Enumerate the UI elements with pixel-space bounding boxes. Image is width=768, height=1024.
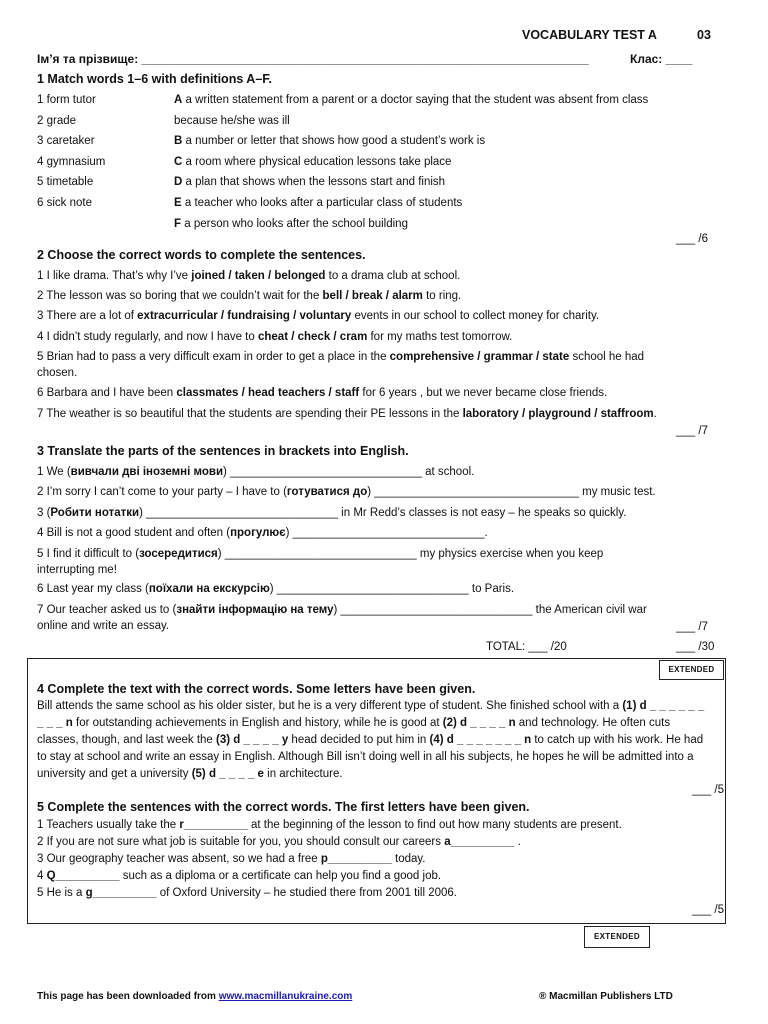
definition-letter: F — [174, 217, 182, 230]
answer-blank[interactable]: g__________ — [85, 887, 157, 899]
sentence-item — [37, 290, 461, 302]
definition-letter: B — [174, 135, 183, 148]
definition-item — [174, 135, 485, 147]
sentence-text: 1 Teachers usually take the — [37, 819, 180, 831]
definition-item — [174, 156, 451, 168]
sentence-text: such as a diploma or a certificate can help you find a good job. — [119, 870, 442, 882]
sentence-text: ) ______________________________ my physics exercise when you keep — [217, 548, 604, 560]
footer-publisher: ® Macmillan Publishers LTD — [539, 991, 673, 1002]
sentence-item — [37, 853, 426, 865]
section2-score: ___ /7 — [676, 425, 708, 437]
section5-score: ___ /5 — [692, 904, 724, 916]
answer-blank[interactable]: p__________ — [320, 853, 392, 865]
sentence-text: ) ______________________________ in Mr Redd’s classes is not easy – he speaks so quickly. — [139, 507, 627, 519]
sentence-item — [37, 387, 607, 399]
definition-item — [174, 94, 648, 106]
definition-letter: D — [174, 176, 183, 189]
sentence-item — [37, 604, 647, 616]
sentence-text: 4 — [37, 870, 47, 882]
sentence-item — [37, 583, 514, 595]
total-score-extended: ___ /30 — [676, 641, 715, 653]
sentence-continuation: online and write an essay. — [37, 620, 170, 632]
sentence-text: ) ______________________________ to Paris. — [269, 583, 515, 595]
sentence-text: 4 Bill is not a good student and often ( — [37, 527, 231, 539]
sentence-item — [37, 507, 626, 519]
sentence-item — [37, 331, 512, 343]
name-field-label: Ім’я та прізвище: ___________________________________________________________________ — [37, 52, 589, 66]
ukrainian-phrase: Робити нотатки — [50, 507, 140, 519]
word-item: 1 form tutor — [37, 94, 96, 106]
definition-letter: C — [174, 155, 183, 168]
definition-text: a room where physical education lessons take place — [182, 155, 452, 168]
sentence-item — [37, 527, 488, 539]
section2-title: 2 Choose the correct words to complete the sentences. — [37, 248, 366, 262]
ukrainian-phrase: поїхали на екскурсію — [148, 583, 270, 595]
sentence-text: 3 ( — [37, 507, 51, 519]
sentence-continuation: chosen. — [37, 367, 78, 379]
definition-letter: E — [174, 197, 182, 209]
sentence-text: 6 Barbara and I have been — [37, 387, 177, 399]
sentence-text: 5 He is a — [37, 887, 86, 899]
definition-text: because he/she was ill — [174, 114, 290, 127]
definition-text: a number or letter that shows how good a student’s work is — [182, 135, 486, 148]
sentence-item — [37, 310, 599, 322]
word-item: 5 timetable — [37, 176, 94, 189]
ukrainian-phrase: прогулює — [230, 527, 286, 539]
word-options[interactable]: bell / break / alarm — [322, 290, 423, 302]
sentence-text: 3 There are a lot of — [37, 310, 138, 322]
footer-download-note — [37, 991, 352, 1002]
extended-tag: EXTENDED — [659, 660, 724, 680]
section3-score: ___ /7 — [676, 621, 708, 633]
section4-score: ___ /5 — [692, 784, 724, 796]
word-item: 3 caretaker — [37, 135, 95, 148]
sentence-item — [37, 466, 474, 478]
sentence-text: 2 I’m sorry I can’t come to your party – I have to ( — [37, 486, 287, 498]
sentence-text: 5 I find it difficult to ( — [37, 548, 140, 560]
sentence-item — [37, 819, 622, 831]
sentence-text: events in our school to collect money for charity. — [351, 310, 600, 322]
class-field-label: Клас: ____ — [630, 52, 693, 66]
definition-item — [174, 115, 290, 127]
sentence-text: . — [653, 408, 657, 420]
definition-item — [174, 197, 462, 209]
sentence-text: . — [514, 836, 521, 848]
definition-text: a plan that shows when the lessons start and finish — [182, 176, 446, 189]
footer-download-text: This page has been downloaded from — [37, 991, 219, 1002]
sentence-text: ) ________________________________ my music test. — [367, 486, 656, 498]
sentence-item — [37, 548, 603, 560]
word-options[interactable]: comprehensive / grammar / state — [389, 351, 570, 363]
sentence-item — [37, 270, 460, 282]
definition-text: a written statement from a parent or a doctor saying that the student was absent from class — [182, 94, 649, 106]
word-options[interactable]: laboratory / playground / staffroom — [462, 408, 654, 420]
sentence-text: 5 Brian had to pass a very difficult exam in order to get a place in the — [37, 351, 390, 363]
definition-item — [174, 176, 445, 188]
definition-text: a teacher who looks after a particular class of students — [181, 197, 463, 209]
word-options[interactable]: cheat / check / cram — [257, 331, 368, 343]
word-item: 6 sick note — [37, 197, 92, 209]
sentence-text: 6 Last year my class ( — [37, 583, 149, 595]
sentence-item — [37, 486, 656, 498]
sentence-text: 7 Our teacher asked us to ( — [37, 604, 177, 616]
sentence-text: 2 The lesson was so boring that we couldn’t wait for the — [37, 290, 323, 302]
sentence-item — [37, 887, 457, 899]
sentence-text: of Oxford University – he studied there from 2001 till 2006. — [156, 887, 457, 899]
sentence-text: for my maths test tomorrow. — [367, 331, 513, 343]
sentence-text: for 6 years , but we never became close friends. — [359, 387, 608, 399]
sentence-text: today. — [391, 853, 426, 865]
definition-letter: A — [174, 94, 183, 106]
sentence-text: 1 We ( — [37, 466, 71, 478]
sentence-text: 7 The weather is so beautiful that the students are spending their PE lessons in the — [37, 408, 463, 420]
definition-item — [174, 218, 408, 230]
sentence-text: to a drama club at school. — [325, 270, 461, 282]
section3-title: 3 Translate the parts of the sentences in brackets into English. — [37, 444, 409, 458]
sentence-text: 3 Our geography teacher was absent, so we had a free — [37, 853, 321, 865]
word-options[interactable]: extracurricular / fundraising / voluntary — [137, 310, 352, 322]
section4-title: 4 Complete the text with the correct words. Some letters have been given. — [37, 682, 476, 696]
ukrainian-phrase: вивчали дві іноземні мови — [70, 466, 224, 478]
sentence-text: to ring. — [422, 290, 462, 302]
sentence-text: 4 I didn’t study regularly, and now I have to — [37, 331, 258, 343]
sentence-text: at the beginning of the lesson to find out how many students are present. — [247, 819, 622, 831]
section1-title: 1 Match words 1–6 with definitions A–F. — [37, 72, 272, 86]
sentence-item — [37, 408, 657, 420]
answer-blank[interactable]: a__________ — [444, 836, 515, 848]
word-item: 2 grade — [37, 114, 77, 127]
sentence-text: 1 I like drama. That’s why I’ve — [37, 270, 192, 282]
footer-website-link[interactable]: www.macmillanukraine.com — [218, 991, 353, 1002]
sentence-item — [37, 351, 644, 363]
total-score: TOTAL: ___ /20 — [486, 641, 567, 653]
sentence-text: ) ______________________________ the American civil war — [333, 604, 647, 616]
word-item: 4 gymnasium — [37, 155, 106, 168]
sentence-item — [37, 836, 521, 848]
sentence-continuation: interrupting me! — [37, 564, 117, 576]
sentence-text: ) ______________________________ at school. — [223, 466, 475, 478]
section1-score: ___ /6 — [676, 233, 708, 245]
ukrainian-phrase: зосередитися — [139, 548, 218, 560]
extended-bottom-tag: EXTENDED — [584, 926, 650, 948]
sentence-text: ) ______________________________. — [285, 527, 488, 539]
definition-text: a person who looks after the school building — [181, 217, 408, 230]
answer-blank[interactable]: Q__________ — [46, 870, 120, 882]
section5-title: 5 Complete the sentences with the correct words. The first letters have been given. — [37, 800, 530, 814]
section4-text: Bill attends the same school as his older sister, but he is a very different type of student. She finished school with a (1) d _ _ _ _ _ _ _ _ _ n for outstanding achievements in English and history, while he is good at (2) d _ _ _ _ n and technology. He often cuts classes, though, and last week the (3) d _ _ _ _ y head decided to put him in (4) d _ _ _ _ _ _ _ n to catch up with his work. He had to stay at school and write an essay in English. Although Bill isn’t doing well in all his subjects, he hopes he will be admitted into a university and get a university (5) d _ _ _ _ e in architecture. — [37, 700, 705, 780]
test-number: 03 — [697, 28, 711, 42]
sentence-item — [37, 870, 441, 882]
word-options[interactable]: joined / taken / belonged — [191, 270, 326, 282]
sentence-text: 2 If you are not sure what job is suitable for you, you should consult our careers — [37, 836, 445, 848]
test-title: VOCABULARY TEST A — [522, 28, 657, 42]
word-options[interactable]: classmates / head teachers / staff — [176, 387, 360, 399]
sentence-text: school he had — [569, 351, 645, 363]
ukrainian-phrase: знайти інформацію на тему — [176, 604, 334, 616]
answer-blank[interactable]: r__________ — [179, 819, 248, 831]
ukrainian-phrase: готуватися до — [286, 486, 368, 498]
